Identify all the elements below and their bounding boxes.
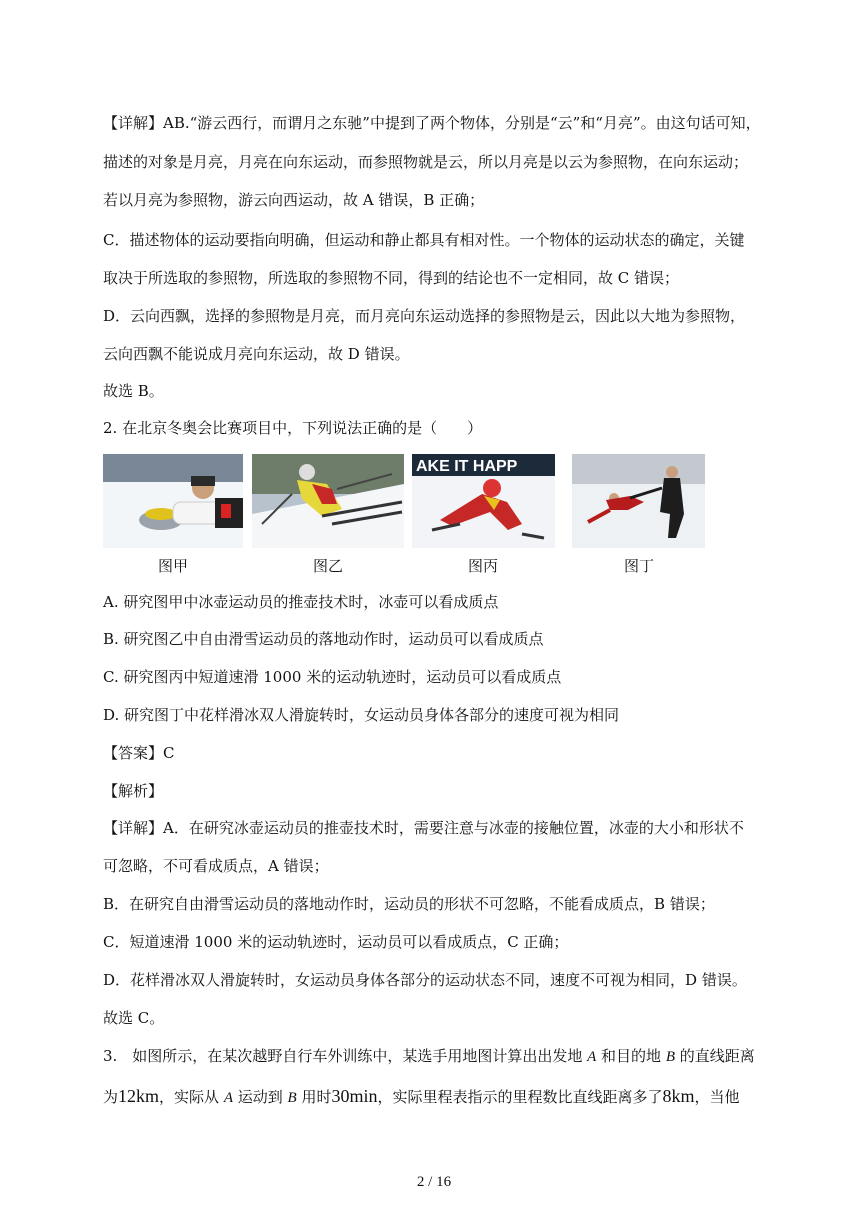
page-number: 2 / 16: [416, 1174, 452, 1190]
option-a: A. 研究图甲中冰壶运动员的推壶技术时，冰壶可以看成质点: [103, 593, 499, 611]
analysis-header: 【解析】: [103, 782, 164, 800]
explanation-line-4: C．描述物体的运动要指向明确，但运动和静止都具有相对性。一个物体的运动状态的确定，关键: [103, 231, 745, 249]
q3-text-d: 为: [103, 1088, 119, 1106]
option-b: B. 研究图乙中自由滑雪运动员的落地动作时，运动员可以看成质点: [103, 630, 544, 648]
skiing-image: [252, 454, 404, 548]
point-b-label: B: [665, 1049, 675, 1065]
explanation-line-3: 若以月亮为参照物，游云向西运动，故 A 错误，B 正确；: [103, 191, 485, 209]
straight-distance: 12km: [118, 1086, 160, 1106]
question-2-images: [0, 454, 868, 550]
option-c: C. 研究图丙中短道速滑 1000 米的运动轨迹时，运动员可以看成质点: [103, 668, 562, 686]
explanation-line-1: 【详解】AB.“游云西行，而谓月之东驰”中提到了两个物体，分别是“云”和“月亮”。由这句话可知，: [103, 114, 761, 132]
question-3-line-1: [103, 1046, 755, 1067]
point-a-label: A: [587, 1049, 597, 1065]
caption-ding: 图丁: [623, 557, 654, 575]
analysis-line-2: 可忽略，不可看成质点，A 错误；: [103, 857, 329, 875]
q3-text-h: ，实际里程表指示的里程数比直线距离多了: [377, 1088, 663, 1106]
q3-text-f: 运动到: [232, 1088, 288, 1106]
analysis-line-6: 故选 C。: [103, 1009, 165, 1027]
explanation-line-2: 描述的对象是月亮，月亮在向东运动，而参照物就是云，所以月亮是以云为参照物，在向东运动；: [103, 153, 749, 171]
q3-text-c: 的直线距离: [674, 1047, 755, 1065]
point-a-label-2: A: [223, 1090, 233, 1106]
banner-text: AKE IT HAPP: [416, 458, 518, 475]
curling-image: [103, 454, 243, 548]
caption-yi: 图乙: [312, 557, 343, 575]
caption-bing: 图丙: [467, 557, 498, 575]
question-3-line-2: [103, 1086, 740, 1108]
explanation-line-5: 取决于所选取的参照物，所选取的参照物不同，得到的结论也不一定相同，故 C 错误；: [103, 269, 680, 287]
q3-text-e: ，实际从: [159, 1088, 224, 1106]
travel-time: 30min: [331, 1086, 378, 1106]
question-2-stem: 2. 在北京冬奥会比赛项目中，下列说法正确的是（ ）: [103, 419, 483, 437]
q3-text-a: 3. 如图所示，在某次越野自行车外训练中，某选手用地图计算出出发地: [103, 1047, 588, 1065]
q3-text-g: 用时: [296, 1088, 332, 1106]
explanation-line-6: D．云向西飘，选择的参照物是月亮，而月亮向东运动选择的参照物是云，因此以大地为参照物，: [103, 307, 746, 325]
caption-jia: 图甲: [157, 557, 188, 575]
analysis-line-4: C．短道速滑 1000 米的运动轨迹时，运动员可以看成质点，C 正确；: [103, 933, 569, 951]
figure-skating-image: [572, 454, 705, 548]
point-b-label-2: B: [287, 1090, 297, 1106]
q3-text-i: ，当他: [694, 1088, 740, 1106]
explanation-line-7: 云向西飘不能说成月亮向东运动，故 D 错误。: [103, 345, 410, 363]
analysis-line-5: D．花样滑冰双人滑旋转时，女运动员身体各部分的运动状态不同，速度不可视为相同，D 错误。: [103, 971, 747, 989]
speed-skating-image: [412, 454, 555, 548]
analysis-line-3: B．在研究自由滑雪运动员的落地动作时，运动员的形状不可忽略，不能看成质点，B 错误；: [103, 895, 715, 913]
extra-distance: 8km: [662, 1086, 695, 1106]
analysis-line-1: 【详解】A．在研究冰壶运动员的推壶技术时，需要注意与冰壶的接触位置，冰壶的大小和形状不: [103, 819, 744, 837]
answer-line: 【答案】C: [103, 744, 175, 762]
q3-text-b: 和目的地: [596, 1047, 666, 1065]
option-d: D. 研究图丁中花样滑冰双人滑旋转时，女运动员身体各部分的速度可视为相同: [103, 706, 620, 724]
explanation-line-8: 故选 B。: [103, 382, 164, 400]
